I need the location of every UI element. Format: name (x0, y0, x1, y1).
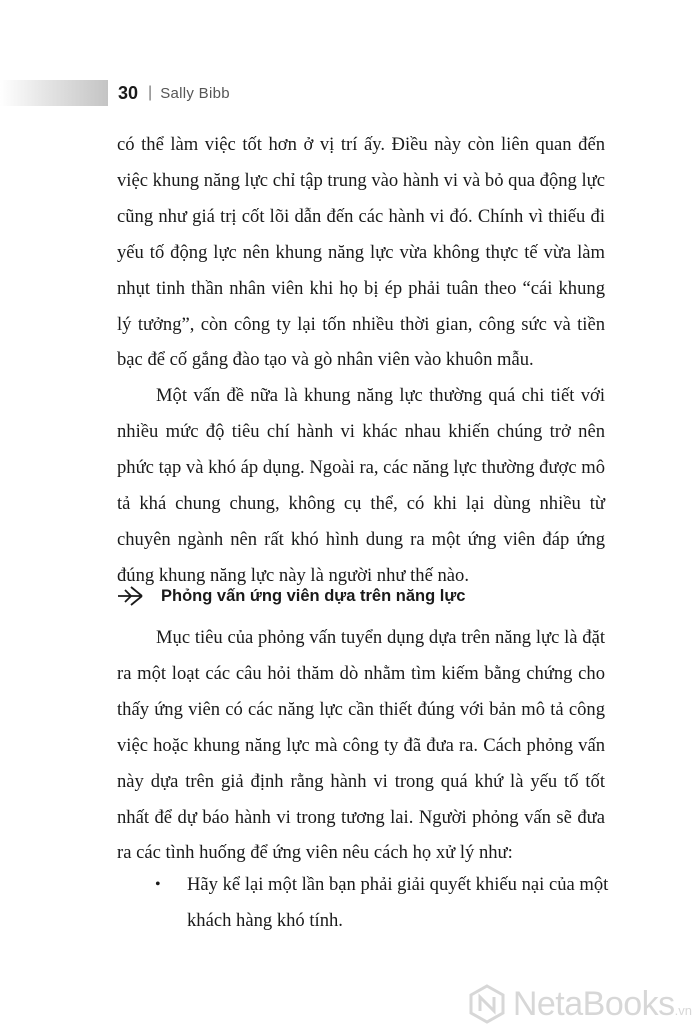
watermark (467, 982, 692, 1026)
netabooks-logo-icon (467, 984, 507, 1024)
section-heading (117, 581, 465, 611)
header-separator: | (148, 84, 153, 101)
author-name: Sally Bibb (160, 84, 230, 102)
section-text-block (117, 620, 605, 871)
main-text-block (117, 127, 605, 594)
section-title: Phỏng vấn ứng viên dựa trên năng lực (161, 586, 466, 605)
arrow-bullet-icon (117, 585, 143, 607)
watermark-suffix: .vn (674, 1003, 692, 1018)
paragraph: Mục tiêu của phỏng vấn tuyển dụng dựa trên năng lực là đặt ra một loạt các câu hỏi thăm dò nhằm tìm kiếm bằng chứng cho thấy ứng viên có các năng lực cần thiết đúng với bản mô tả công việc hoặc khung năng lực mà công ty đã đưa ra. Cách phỏng vấn này dựa trên giả định rằng hành vi trong quá khứ là yếu tố tốt nhất để dự báo hành vi trong tương lai. Người phỏng vấn sẽ đưa ra các tình huống để ứng viên nêu cách họ xử lý như: (117, 627, 605, 864)
bullet-item (155, 867, 615, 939)
page-header (118, 80, 230, 106)
bullet-dot: • (155, 876, 161, 893)
watermark-brand: NetaBooks (512, 984, 675, 1023)
paragraph: Một vấn đề nữa là khung năng lực thường quá chi tiết với nhiều mức độ tiêu chí hành vi khác nhau khiến chúng trở nên phức tạp và khó áp dụng. Ngoài ra, các năng lực thường được mô tả khá chung chung, không cụ thể, có khi lại dùng nhiều từ chuyên ngành nên rất khó hình dung ra một ứng viên đáp ứng đúng khung năng lực này là người như thế nào. (117, 385, 606, 586)
bullet-text: Hãy kể lại một lần bạn phải giải quyết khiếu nại của một khách hàng khó tính. (187, 874, 609, 931)
header-gradient-bar (0, 80, 108, 106)
paragraph-continued: có thể làm việc tốt hơn ở vị trí ấy. Điều này còn liên quan đến việc khung năng lực chỉ tập trung vào hành vi và bỏ qua động lực cũng như giá trị cốt lõi dẫn đến các hành vi đó. Chính vì thiếu đi yếu tố động lực nên khung năng lực vừa không thực tế vừa làm nhụt tinh thần nhân viên khi họ bị ép phải tuân theo “cái khung lý tưởng”, còn công ty lại tốn nhiều thời gian, công sức và tiền bạc để cố gắng đào tạo và gò nhân viên vào khuôn mẫu. (117, 134, 605, 371)
page-number: 30 (118, 82, 139, 103)
